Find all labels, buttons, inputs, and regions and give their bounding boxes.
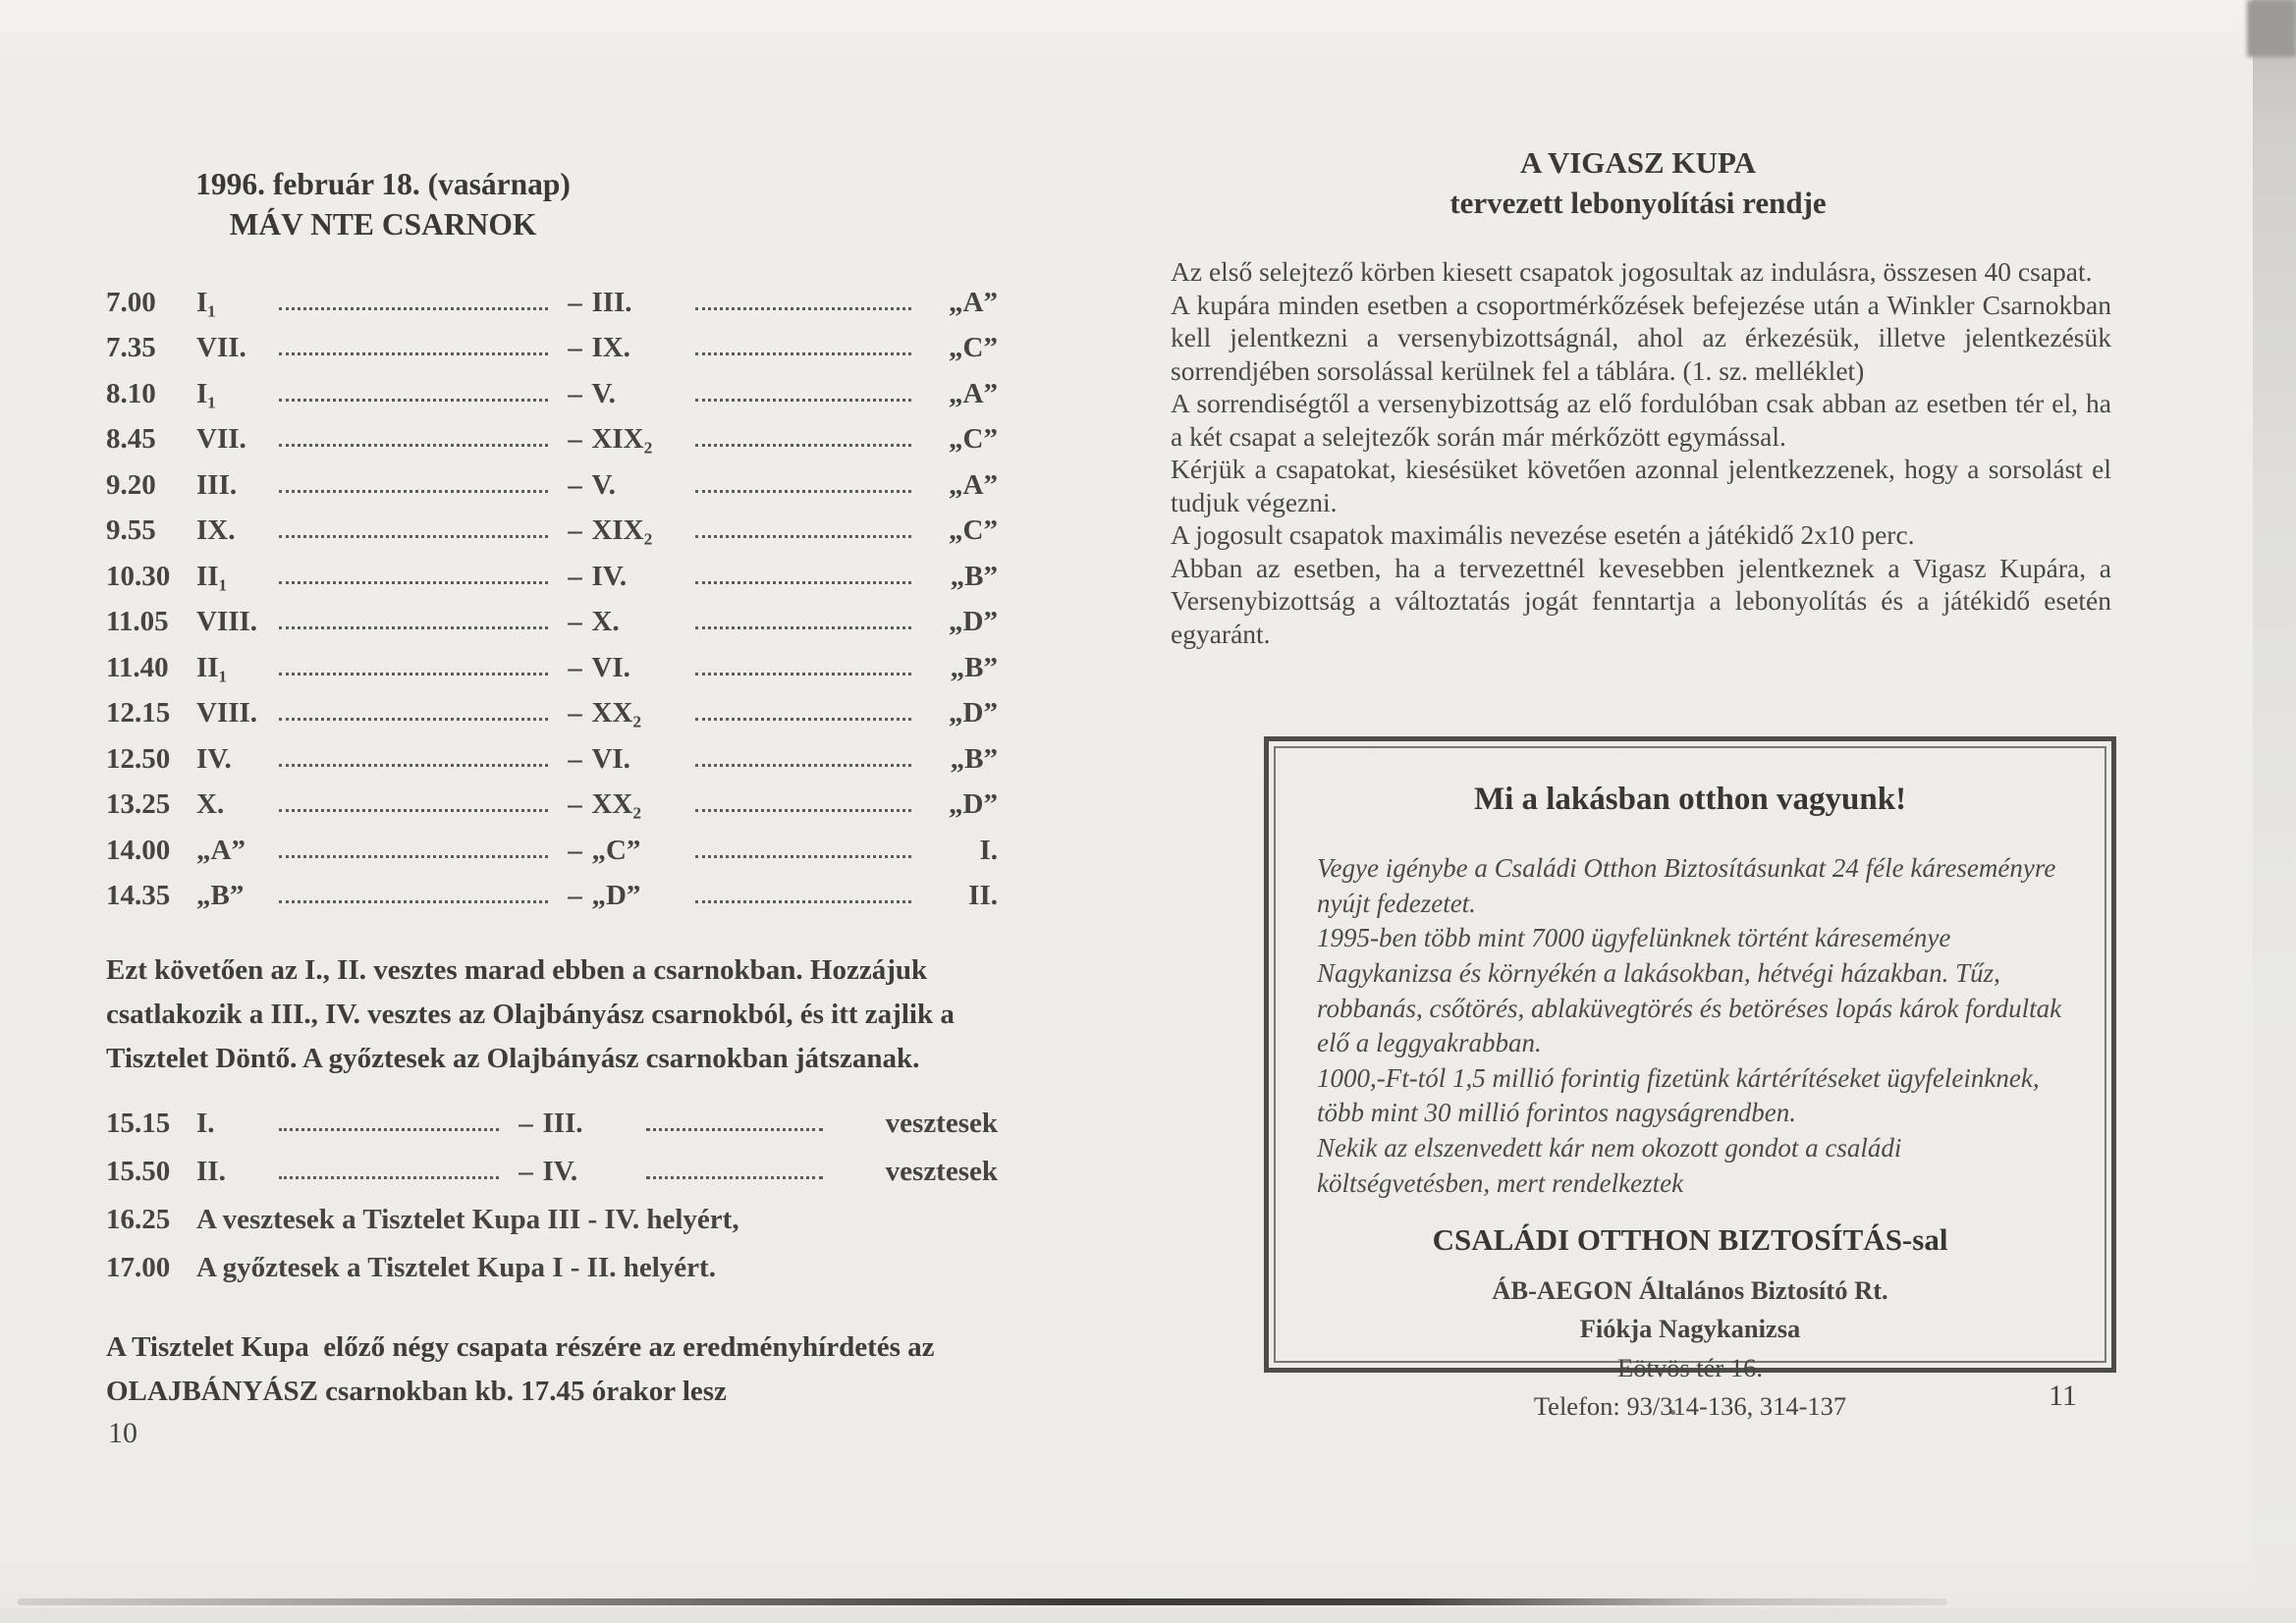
write-in-dotted-line: [646, 1176, 823, 1179]
schedule-row: [106, 410, 998, 457]
body-paragraph: Kérjük a csapatokat, kiesésüket követően azonnal jelentkezzenek, hogy a sorsolást el tudjuk végezni.: [1171, 454, 2111, 517]
morning-schedule: [106, 273, 998, 912]
group-label: „B”: [950, 560, 998, 592]
team-slot-right: XX₂: [591, 788, 642, 820]
team-slot-left: VII.: [196, 332, 246, 363]
group-label: „B”: [950, 651, 998, 683]
match-time: 11.40: [106, 651, 169, 683]
team-slot-right: XX₂: [591, 697, 642, 729]
match-time: 9.55: [106, 514, 156, 546]
team-slot-left: I₁: [196, 377, 216, 409]
versus-dash: –: [519, 1156, 533, 1187]
match-time: 16.25: [106, 1204, 171, 1235]
team-slot-right: VI.: [591, 742, 630, 775]
write-in-dotted-line: [695, 900, 911, 903]
write-in-dotted-line: [279, 900, 548, 903]
versus-dash: –: [568, 834, 582, 866]
group-label: „D”: [949, 697, 998, 729]
group-label: „B”: [950, 742, 998, 775]
schedule-row: [106, 730, 998, 776]
team-slot-left: III.: [196, 468, 238, 501]
write-in-dotted-line: [695, 490, 911, 493]
match-time: 15.15: [106, 1108, 171, 1139]
ad-address: Eötvös tér 16.: [1617, 1352, 1763, 1382]
write-in-dotted-line: [279, 764, 548, 767]
match-time: 8.10: [106, 377, 156, 409]
team-slot-right: VI.: [591, 651, 630, 683]
body-paragraph: A kupára minden esetben a csoportmérkőzések befejezése után a Winkler Csarnokban kell jelentkezni a versenybizottságnál, ahol az érkezésük, illetve jelentkezésük sorrendjében sorsolással kerülnek fel a táblára. (1. sz. melléklet): [1171, 289, 2111, 386]
page-number-right: 11: [2049, 1380, 2077, 1412]
versus-dash: –: [568, 560, 582, 592]
write-in-dotted-line: [279, 855, 548, 858]
write-in-dotted-line: [279, 718, 548, 721]
write-in-dotted-line: [695, 855, 911, 858]
body-paragraph: A sorrendiségtől a versenybizottság az elő fordulóban csak abban az esetben tér el, ha a két csapat a selejtezők során már mérkőzött egymással.: [1171, 388, 2111, 452]
scan-bottom-band: [0, 1608, 2296, 1623]
ad-body-paragraph: Vegye igénybe a Családi Otthon Biztosításunkat 24 féle káreseményre nyújt fedezetet.: [1317, 853, 2056, 918]
schedule-note-row: [106, 1188, 998, 1236]
scan-corner-shadow: [2247, 0, 2296, 57]
right-page-title: [1171, 143, 2105, 224]
write-in-dotted-line: [695, 535, 911, 538]
body-paragraph: Az első selejtező körben kiesett csapatok jogosultak az indulásra, összesen 40 csapat.: [1171, 256, 2093, 287]
body-paragraph: A jogosult csapatok maximális nevezése esetén a játékidő 2x10 perc.: [1171, 519, 1915, 551]
match-time: 12.15: [106, 697, 171, 729]
team-slot-right: „C”: [591, 834, 641, 866]
match-time: 17.00: [106, 1252, 171, 1283]
team-slot-right: IV.: [542, 1156, 578, 1187]
ad-headline: Mi a lakásban otthon vagyunk!: [1473, 782, 1907, 817]
group-label: „C”: [949, 423, 998, 455]
schedule-note-row: [106, 1236, 998, 1284]
team-slot-right: IV.: [591, 560, 628, 592]
match-time: 11.05: [106, 606, 169, 637]
ad-contact-block: [1317, 1271, 2063, 1426]
schedule-row: [106, 456, 998, 502]
ad-company: ÁB-AEGON Általános Biztosító Rt.: [1492, 1275, 1888, 1306]
result-label: vesztesek: [885, 1156, 998, 1187]
schedule-row: [106, 1140, 998, 1188]
team-slot-right: V.: [591, 377, 616, 409]
versus-dash: –: [568, 788, 582, 820]
schedule-row: [106, 1092, 998, 1140]
schedule-row: [106, 547, 998, 593]
group-label: „A”: [949, 468, 998, 501]
write-in-dotted-line: [695, 626, 911, 629]
left-page-title: [98, 165, 668, 245]
group-label: I.: [979, 834, 998, 866]
team-slot-right: XIX₂: [591, 514, 653, 546]
team-slot-right: III.: [591, 286, 632, 318]
versus-dash: –: [568, 332, 582, 363]
team-slot-right: „D”: [591, 880, 641, 911]
write-in-dotted-line: [646, 1128, 823, 1131]
team-slot-right: X.: [591, 606, 620, 637]
group-label: „D”: [949, 788, 998, 820]
write-in-dotted-line: [695, 673, 911, 676]
versus-dash: –: [568, 651, 582, 683]
ad-body: [1317, 851, 2063, 1201]
team-slot-left: IX.: [196, 514, 236, 546]
ad-branch: Fiókja Nagykanizsa: [1579, 1314, 1801, 1344]
versus-dash: –: [568, 423, 582, 455]
write-in-dotted-line: [695, 581, 911, 584]
group-label: II.: [968, 880, 998, 911]
closing-paragraph: A Tisztelet Kupa előző négy csapata részére az eredményhírdetés az OLAJBÁNYÁSZ csarnokban kb. 17.45 órakor lesz: [106, 1331, 942, 1407]
scan-right-edge-shadow: [2253, 0, 2296, 1623]
write-in-dotted-line: [279, 673, 548, 676]
match-time: 7.00: [106, 286, 156, 318]
afternoon-note-rows: [106, 1188, 998, 1284]
versus-dash: –: [568, 468, 582, 501]
match-time: 15.50: [106, 1156, 171, 1187]
write-in-dotted-line: [695, 444, 911, 447]
schedule-row: [106, 867, 998, 913]
team-slot-left: IV.: [196, 742, 232, 775]
match-time: 9.20: [106, 468, 156, 501]
team-slot-left: „A”: [196, 834, 246, 866]
scan-bottom-edge-line: [18, 1598, 1947, 1605]
versus-dash: –: [519, 1108, 533, 1139]
write-in-dotted-line: [279, 581, 548, 584]
schedule-row: [106, 821, 998, 867]
team-slot-left: II.: [196, 1156, 226, 1187]
team-slot-left: II₁: [196, 560, 228, 592]
schedule-row: [106, 273, 998, 319]
write-in-dotted-line: [279, 809, 548, 812]
match-time: 13.25: [106, 788, 171, 820]
left-page-title-date: 1996. február 18. (vasárnap): [195, 167, 571, 201]
team-slot-left: X.: [196, 788, 225, 820]
team-slot-right: XIX₂: [591, 423, 653, 455]
team-slot-left: VIII.: [196, 606, 258, 637]
match-time: 14.00: [106, 834, 171, 866]
right-page-title-line2: tervezett lebonyolítási rendje: [1449, 185, 1827, 220]
versus-dash: –: [568, 742, 582, 775]
team-slot-left: VIII.: [196, 697, 258, 729]
ad-body-paragraph: 1995-ben több mint 7000 ügyfelünknek történt káreseménye Nagykanizsa és környékén a lakásokban, hétvégi házakban. Tűz, robbanás, csőtörés, ablaküvegtörés és betöréses lopás károk fordultak elő a leggyakrabban.: [1317, 923, 2062, 1058]
note-text: A győztesek a Tisztelet Kupa I - II. helyért.: [196, 1252, 716, 1283]
write-in-dotted-line: [279, 1176, 499, 1179]
ad-body-paragraph: Nekik az elszenvedett kár nem okozott gondot a családi költségvetésben, mert rendelkeztek: [1317, 1133, 1902, 1198]
match-time: 14.35: [106, 880, 171, 911]
left-page-title-venue: MÁV NTE CSARNOK: [229, 206, 537, 242]
write-in-dotted-line: [695, 809, 911, 812]
group-label: „A”: [949, 377, 998, 409]
match-time: 8.45: [106, 423, 156, 455]
group-label: „C”: [949, 332, 998, 363]
match-time: 12.50: [106, 742, 171, 775]
write-in-dotted-line: [279, 490, 548, 493]
schedule-row: [106, 319, 998, 365]
note-text: A vesztesek a Tisztelet Kupa III - IV. helyért,: [196, 1204, 739, 1235]
right-page-body: [1171, 255, 2111, 651]
team-slot-left: I.: [196, 1108, 215, 1139]
write-in-dotted-line: [695, 399, 911, 402]
match-time: 10.30: [106, 560, 171, 592]
write-in-dotted-line: [279, 352, 548, 355]
versus-dash: –: [568, 286, 582, 318]
team-slot-left: „B”: [196, 880, 245, 911]
schedule-row: [106, 502, 998, 548]
write-in-dotted-line: [695, 764, 911, 767]
write-in-dotted-line: [695, 307, 911, 310]
write-in-dotted-line: [279, 307, 548, 310]
schedule-row: [106, 776, 998, 822]
team-slot-right: IX.: [591, 332, 630, 363]
match-time: 7.35: [106, 332, 156, 363]
afternoon-match-rows: [106, 1092, 998, 1188]
team-slot-right: V.: [591, 468, 616, 501]
schedule-row: [106, 364, 998, 410]
write-in-dotted-line: [279, 399, 548, 402]
write-in-dotted-line: [279, 1128, 499, 1131]
team-slot-left: II₁: [196, 651, 228, 683]
result-label: vesztesek: [885, 1108, 998, 1139]
afternoon-schedule: [106, 1092, 998, 1284]
schedule-row: [106, 593, 998, 639]
write-in-dotted-line: [279, 535, 548, 538]
group-label: „A”: [949, 286, 998, 318]
right-page-title-line1: A VIGASZ KUPA: [1519, 145, 1756, 180]
group-label: „C”: [949, 514, 998, 546]
write-in-dotted-line: [695, 352, 911, 355]
team-slot-left: I₁: [196, 286, 216, 318]
mid-note-paragraph: Ezt követően az I., II. vesztes marad ebben a csarnokban. Hozzájuk csatlakozik a III., IV. vesztes az Olajbányász csarnokból, és itt zajlik a Tisztelet Döntő. A győztesek az Olajbányász csarnokban játszanak.: [106, 954, 955, 1074]
versus-dash: –: [568, 377, 582, 409]
write-in-dotted-line: [279, 444, 548, 447]
page-number-left: 10: [108, 1417, 137, 1449]
versus-dash: –: [568, 514, 582, 546]
ad-body-paragraph: 1000,-Ft-tól 1,5 millió forintig fizetünk kártérítéseket ügyfeleinknek, több mint 30 millió forintos nagyságrendben.: [1317, 1062, 2040, 1128]
versus-dash: –: [568, 606, 582, 637]
group-label: „D”: [949, 606, 998, 637]
write-in-dotted-line: [695, 718, 911, 721]
team-slot-right: III.: [542, 1108, 583, 1139]
schedule-row: [106, 638, 998, 684]
versus-dash: –: [568, 697, 582, 729]
team-slot-left: VII.: [196, 423, 246, 455]
write-in-dotted-line: [279, 626, 548, 629]
body-paragraph: Abban az esetben, ha a tervezettnél kevesebben jelentkeznek a Vigasz Kupára, a Versenybizottság a változtatás jogát fenntartja a lebonyolítás és a játékidő esetén egyaránt.: [1171, 552, 2111, 650]
versus-dash: –: [568, 880, 582, 911]
ad-product-name: CSALÁDI OTTHON BIZTOSÍTÁS-sal: [1432, 1222, 1948, 1258]
ad-phone: Telefon: 93/314-136, 314-137: [1533, 1390, 1847, 1421]
schedule-row: [106, 684, 998, 730]
